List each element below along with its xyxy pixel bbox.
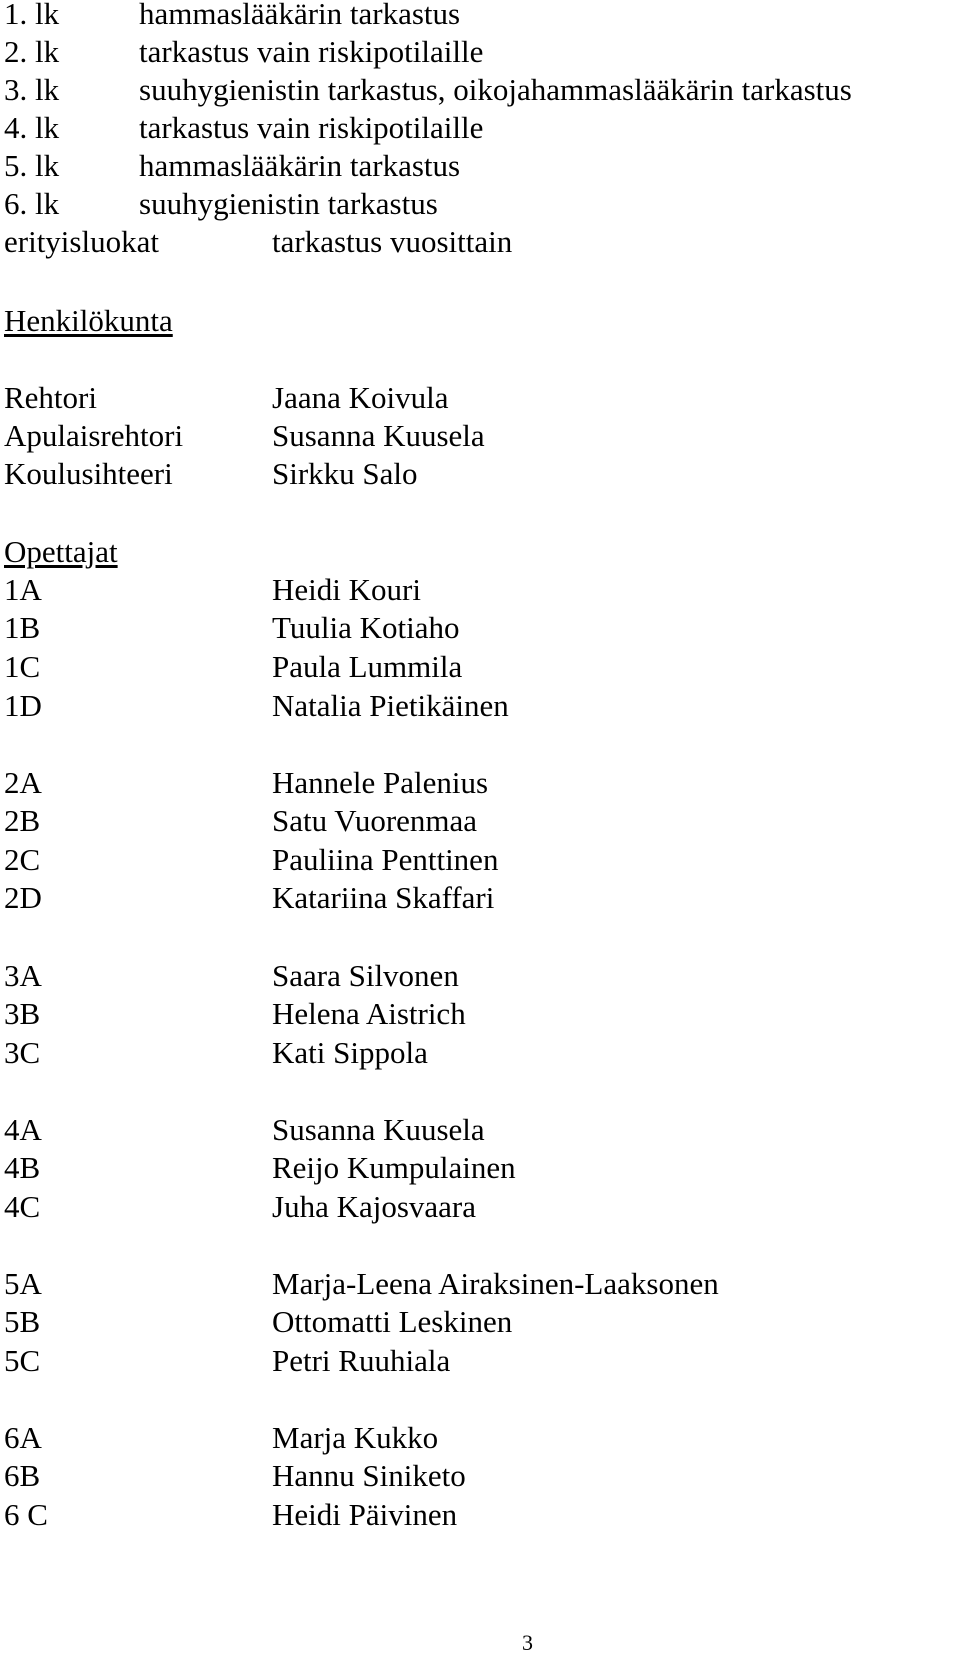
checkup-text: hammaslääkärin tarkastus [139,148,461,183]
teacher-name: Helena Aistrich [272,996,466,1031]
checkup-text: tarkastus vain riskipotilaille [139,110,484,145]
person-name: Sirkku Salo [272,456,418,491]
class-label: 2C [4,842,41,877]
grade-label: 5. lk [4,148,60,183]
grade-label: 2. lk [4,34,60,69]
grade-label: erityisluokat [4,224,159,259]
role-label: Apulaisrehtori [4,418,184,453]
class-label: 1B [4,610,41,645]
class-label: 4B [4,1150,41,1185]
checkup-text: suuhygienistin tarkastus [139,186,438,221]
checkup-text: tarkastus vain riskipotilaille [139,34,484,69]
class-label: 5C [4,1343,41,1378]
teacher-name: Satu Vuorenmaa [272,803,478,838]
teacher-name: Susanna Kuusela [272,1112,485,1147]
teacher-name: Petri Ruuhiala [272,1343,451,1378]
teachers-heading: Opettajat [4,534,118,569]
class-label: 6 C [4,1497,48,1532]
class-label: 6B [4,1458,41,1493]
teacher-name: Hannele Palenius [272,765,489,800]
teacher-name: Marja-Leena Airaksinen-Laaksonen [272,1266,719,1301]
class-label: 1D [4,688,42,723]
class-label: 2A [4,765,42,800]
teacher-name: Paula Lummila [272,649,463,684]
teacher-name: Ottomatti Leskinen [272,1304,513,1339]
grade-label: 4. lk [4,110,60,145]
checkup-text: tarkastus vuosittain [272,224,513,259]
class-label: 4A [4,1112,42,1147]
class-label: 6A [4,1420,42,1455]
checkup-text: hammaslääkärin tarkastus [139,0,461,31]
class-label: 5A [4,1266,42,1301]
teacher-name: Kati Sippola [272,1035,428,1070]
teacher-name: Heidi Kouri [272,572,421,607]
checkup-text: suuhygienistin tarkastus, oikojahammaslääkärin tarkastus [139,72,852,107]
teacher-name: Heidi Päivinen [272,1497,458,1532]
class-label: 1C [4,649,41,684]
grade-label: 6. lk [4,186,60,221]
staff-heading: Henkilökunta [4,303,173,338]
class-label: 1A [4,572,42,607]
class-label: 2D [4,880,42,915]
teacher-name: Natalia Pietikäinen [272,688,509,723]
class-label: 3B [4,996,41,1031]
teacher-name: Hannu Siniketo [272,1458,466,1493]
teacher-name: Saara Silvonen [272,958,459,993]
role-label: Koulusihteeri [4,456,173,491]
teacher-name: Tuulia Kotiaho [272,610,460,645]
teacher-name: Marja Kukko [272,1420,439,1455]
teacher-name: Juha Kajosvaara [272,1189,476,1224]
teacher-name: Pauliina Penttinen [272,842,499,877]
class-label: 4C [4,1189,41,1224]
role-label: Rehtori [4,380,97,415]
class-label: 3A [4,958,42,993]
person-name: Jaana Koivula [272,380,449,415]
class-label: 2B [4,803,41,838]
person-name: Susanna Kuusela [272,418,485,453]
page-number: 3 [522,1630,533,1655]
teacher-name: Katariina Skaffari [272,880,495,915]
grade-label: 3. lk [4,72,60,107]
teacher-name: Reijo Kumpulainen [272,1150,516,1185]
grade-label: 1. lk [4,0,60,31]
class-label: 3C [4,1035,41,1070]
class-label: 5B [4,1304,41,1339]
